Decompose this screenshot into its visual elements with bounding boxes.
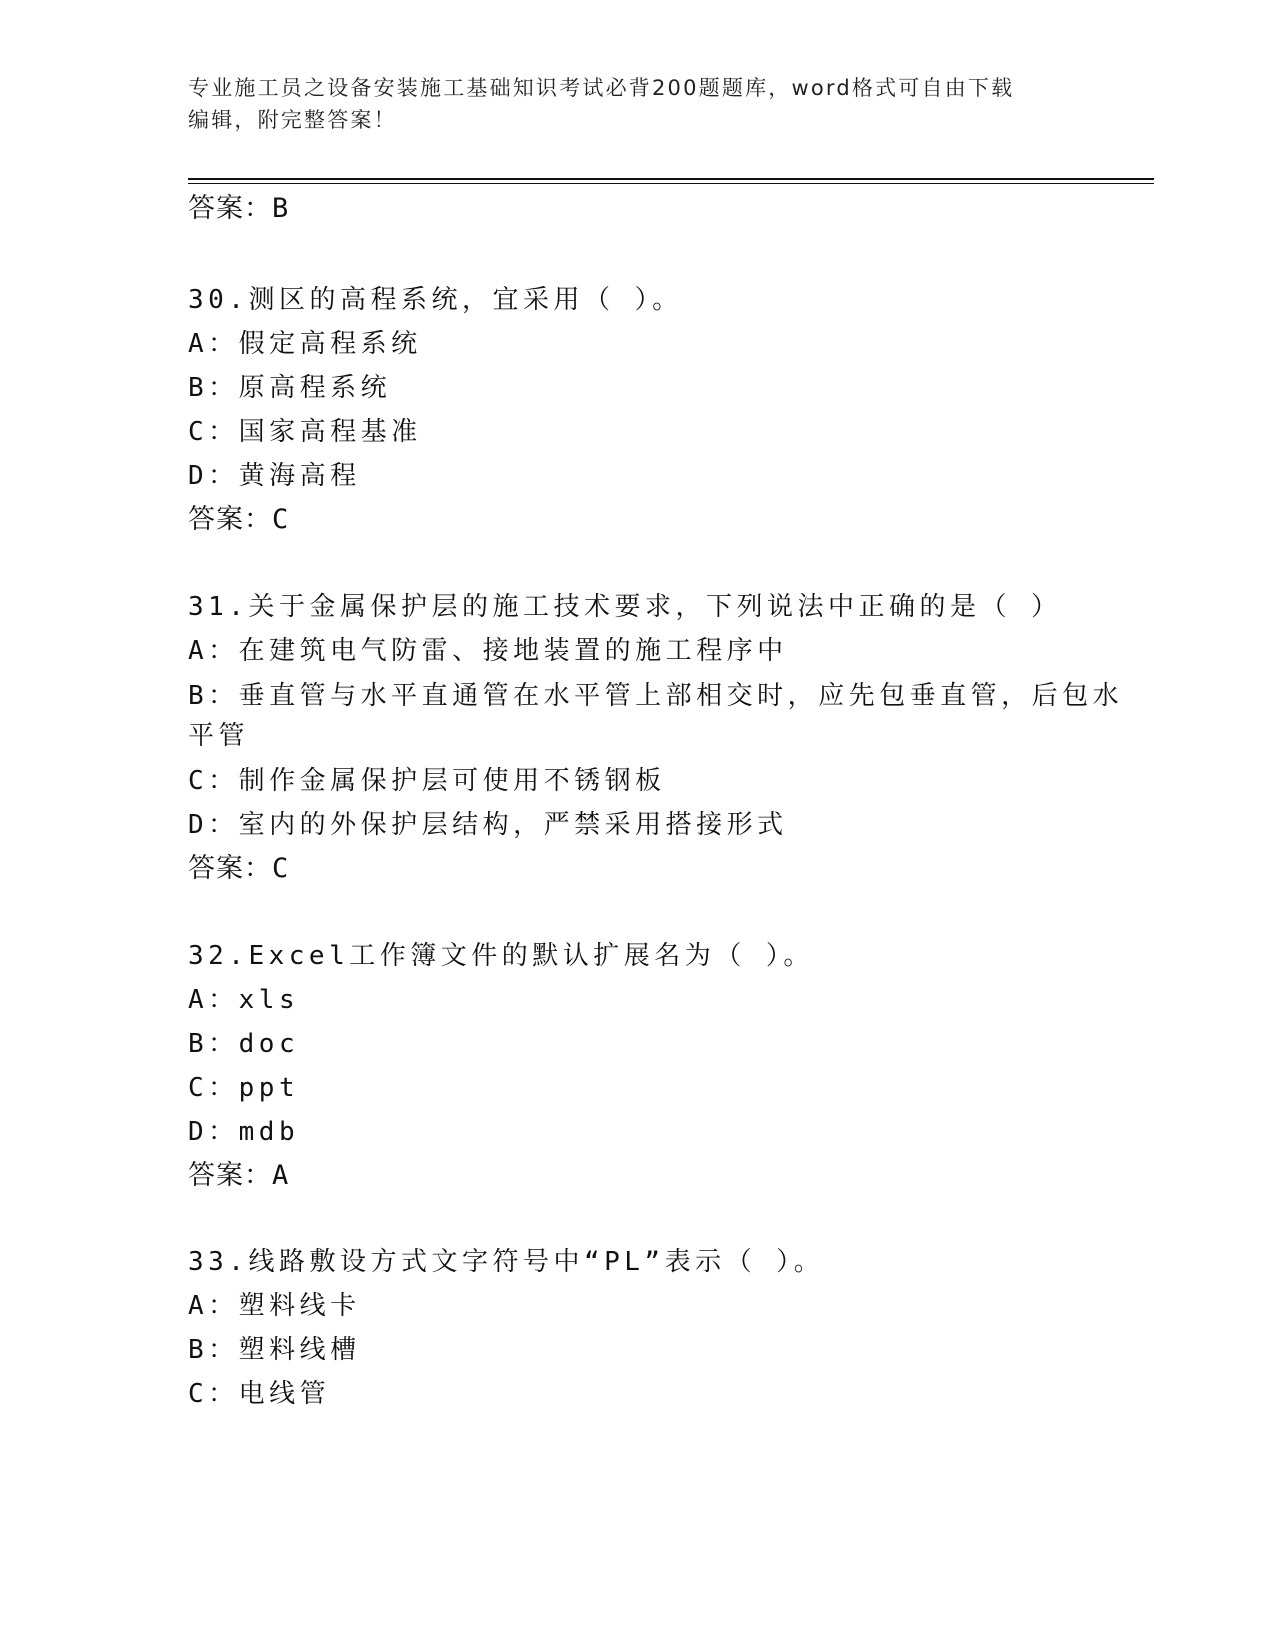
answer-line [188, 852, 289, 886]
option-text: 电线管 [238, 1379, 331, 1409]
option-key: B： [188, 373, 239, 403]
answer-value: C [272, 853, 290, 884]
option-item [188, 1115, 299, 1149]
option-text: 在建筑电气防雷、接地装置的施工程序中 [238, 636, 788, 666]
option-text: 原高程系统 [238, 373, 392, 403]
question-stem: 31.关于金属保护层的施工技术要求，下列说法中正确的是（ ） [188, 592, 1062, 622]
option-text: 垂直管与水平直通管在水平管上部相交时，应先包垂直管，后包水 [238, 681, 1124, 711]
option-key: C： [188, 1073, 239, 1103]
option-text: 黄海高程 [238, 461, 361, 491]
question-stem: 33.线路敷设方式文字符号中“PL”表示（ ）。 [188, 1247, 825, 1277]
answer-value: A [272, 1160, 290, 1191]
option-continuation: 平管 [188, 721, 250, 751]
option-key: A： [188, 329, 239, 359]
option-text: ppt [238, 1073, 300, 1103]
option-text: mdb [238, 1117, 300, 1147]
option-text: 塑料线槽 [238, 1335, 361, 1365]
answer-line [188, 1159, 289, 1193]
answer-line [188, 192, 289, 226]
option-key: A： [188, 1291, 239, 1321]
answer-value: C [272, 504, 290, 535]
question-stem: 32.Excel工作簿文件的默认扩展名为（ ）。 [188, 941, 814, 971]
option-key: C： [188, 1379, 239, 1409]
answer-line [188, 503, 289, 537]
question-stem: 30.测区的高程系统，宜采用（ ）。 [188, 285, 683, 315]
answer-value: B [272, 193, 290, 224]
option-item [188, 983, 299, 1017]
option-text: 国家高程基准 [238, 417, 422, 447]
option-item [188, 327, 422, 361]
option-key: D： [188, 1117, 239, 1147]
option-text: xls [238, 985, 300, 1015]
option-item [188, 371, 391, 405]
option-key: D： [188, 810, 239, 840]
answer-label: 答案： [188, 504, 272, 535]
option-item [188, 808, 788, 842]
option-key: B： [188, 1335, 239, 1365]
option-item [188, 679, 1123, 713]
option-key: A： [188, 985, 239, 1015]
option-item [188, 1071, 299, 1105]
header-divider [188, 178, 1154, 180]
option-text: 制作金属保护层可使用不锈钢板 [238, 766, 666, 796]
option-text: 塑料线卡 [238, 1291, 361, 1321]
answer-label: 答案： [188, 193, 272, 224]
option-text: doc [238, 1029, 300, 1059]
option-key: C： [188, 766, 239, 796]
answer-label: 答案： [188, 853, 272, 884]
option-text: 室内的外保护层结构，严禁采用搭接形式 [238, 810, 788, 840]
option-key: D： [188, 461, 239, 491]
option-key: C： [188, 417, 239, 447]
option-key: A： [188, 636, 239, 666]
header-line-2: 编辑，附完整答案！ [188, 108, 397, 132]
answer-label: 答案： [188, 1160, 272, 1191]
option-item [188, 1333, 361, 1367]
option-item [188, 1289, 361, 1323]
option-key: B： [188, 1029, 239, 1059]
option-item [188, 764, 666, 798]
option-text: 假定高程系统 [238, 329, 422, 359]
document-header [188, 72, 1078, 136]
option-item [188, 459, 361, 493]
option-item [188, 415, 422, 449]
option-item [188, 1377, 330, 1411]
header-line-1: 专业施工员之设备安装施工基础知识考试必背200题题库，word格式可自由下载 [188, 76, 1015, 100]
option-key: B： [188, 681, 239, 711]
option-item [188, 1027, 299, 1061]
header-divider-thin [188, 183, 1154, 184]
option-item [188, 634, 788, 668]
